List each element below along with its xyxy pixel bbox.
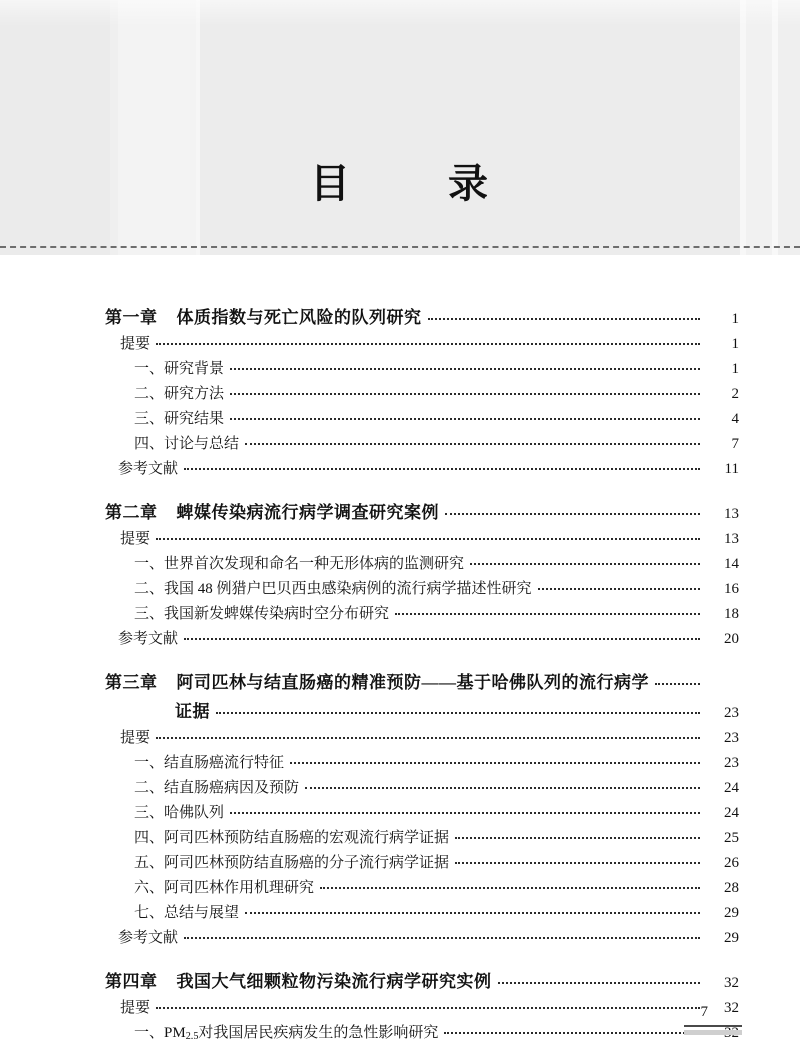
- dot-leader: [455, 837, 700, 839]
- toc-abstract-entry[interactable]: [0, 527, 800, 552]
- chapter-block: [0, 303, 800, 482]
- dot-leader: [538, 588, 700, 590]
- chapter-title: 第三章 阿司匹林与结直肠癌的精准预防——基于哈佛队列的流行病学: [105, 673, 649, 692]
- dot-leader: [498, 982, 701, 984]
- section-label: 二、我国 48 例猎户巴贝西虫感染病例的流行病学描述性研究: [134, 581, 532, 597]
- page-number: 26: [724, 855, 739, 871]
- section-label: 一、$PM_{2.5}$对我国居民疾病发生的急性影响研究: [134, 1025, 439, 1043]
- references-label: 参考文献: [118, 930, 179, 946]
- footer-rule-shadow: [684, 1030, 742, 1035]
- table-of-contents: [0, 255, 800, 1062]
- section-label: 二、研究方法: [134, 386, 225, 402]
- page-number: 28: [724, 880, 739, 896]
- toc-section-entry[interactable]: [0, 407, 800, 432]
- section-label: 三、研究结果: [134, 411, 225, 427]
- chapter-title-continued: 证据: [175, 702, 210, 721]
- footer-page-number: 7: [700, 1004, 708, 1020]
- toc-references-entry[interactable]: [0, 627, 800, 652]
- dot-leader: [230, 812, 700, 814]
- scan-band: [778, 0, 800, 255]
- toc-chapter-heading[interactable]: [0, 498, 800, 527]
- header-top-shade: [0, 0, 800, 26]
- chapter-block: [0, 668, 800, 951]
- toc-section-entry[interactable]: [0, 876, 800, 901]
- dot-leader: [305, 787, 700, 789]
- toc-abstract-entry[interactable]: [0, 332, 800, 357]
- page-number: 29: [724, 930, 739, 946]
- page-number: 1: [731, 336, 739, 352]
- abstract-label: 提要: [120, 531, 151, 547]
- dot-leader: [470, 563, 700, 565]
- section-label: 五、阿司匹林预防结直肠癌的分子流行病学证据: [134, 855, 450, 871]
- dot-leader: [395, 613, 700, 615]
- toc-section-entry[interactable]: [0, 751, 800, 776]
- toc-section-entry[interactable]: [0, 901, 800, 926]
- toc-section-entry[interactable]: [0, 382, 800, 407]
- abstract-label: 提要: [120, 1000, 151, 1016]
- chapter-title: 第一章 体质指数与死亡风险的队列研究: [105, 308, 422, 327]
- toc-chapter-heading[interactable]: [0, 967, 800, 996]
- page-number: 2: [731, 386, 739, 402]
- page-number: 16: [724, 581, 739, 597]
- section-label: 七、总结与展望: [134, 905, 240, 921]
- section-label: 三、哈佛队列: [134, 805, 225, 821]
- scan-band: [746, 0, 772, 255]
- toc-section-entry[interactable]: [0, 577, 800, 602]
- dot-leader: [184, 468, 700, 470]
- page-number: 4: [731, 411, 739, 427]
- page-number: 11: [724, 461, 739, 477]
- references-label: 参考文献: [118, 631, 179, 647]
- section-label: 四、讨论与总结: [134, 436, 240, 452]
- dot-leader: [655, 683, 700, 685]
- page-number: 14: [724, 556, 739, 572]
- page-number: 24: [724, 805, 739, 821]
- page-number: 13: [724, 506, 739, 522]
- section-label: 六、阿司匹林作用机理研究: [134, 880, 315, 896]
- toc-abstract-entry[interactable]: [0, 726, 800, 751]
- toc-section-entry[interactable]: [0, 602, 800, 627]
- dot-leader: [216, 712, 700, 714]
- toc-chapter-heading[interactable]: [0, 303, 800, 332]
- page-number: 23: [724, 705, 739, 721]
- dot-leader: [320, 887, 700, 889]
- dot-leader: [230, 418, 700, 420]
- toc-section-entry[interactable]: [0, 851, 800, 876]
- toc-section-entry[interactable]: [0, 801, 800, 826]
- scan-band: [110, 0, 118, 255]
- chapter-block: [0, 498, 800, 652]
- dot-leader: [455, 862, 700, 864]
- toc-section-entry[interactable]: [0, 776, 800, 801]
- page-number: 1: [731, 361, 739, 377]
- dot-leader: [230, 368, 700, 370]
- page-number: 20: [724, 631, 739, 647]
- dot-leader: [290, 762, 700, 764]
- scan-band: [118, 0, 196, 255]
- section-label: 一、研究背景: [134, 361, 225, 377]
- page-number: 18: [724, 606, 739, 622]
- dot-leader: [428, 318, 701, 320]
- toc-section-entry[interactable]: [0, 357, 800, 382]
- section-label: 一、结直肠癌流行特征: [134, 755, 285, 771]
- section-label: 二、结直肠癌病因及预防: [134, 780, 300, 796]
- scan-band: [200, 0, 740, 255]
- toc-chapter-heading[interactable]: [0, 668, 800, 697]
- toc-references-entry[interactable]: [0, 926, 800, 951]
- references-label: 参考文献: [118, 461, 179, 477]
- page-number: 13: [724, 531, 739, 547]
- page-title: 目 录: [310, 161, 490, 206]
- toc-section-entry[interactable]: [0, 826, 800, 851]
- page-number: 29: [724, 905, 739, 921]
- dot-leader: [445, 513, 700, 515]
- dot-leader: [156, 538, 700, 540]
- page-number: 7: [731, 436, 739, 452]
- footer-rule: [684, 1025, 742, 1027]
- section-label: 四、阿司匹林预防结直肠癌的宏观流行病学证据: [134, 830, 450, 846]
- page-footer: [0, 1004, 800, 1039]
- toc-chapter-heading-continuation[interactable]: [0, 697, 800, 726]
- dot-leader: [156, 343, 700, 345]
- dot-leader: [245, 443, 700, 445]
- page-number: 25: [724, 830, 739, 846]
- page-number: 24: [724, 780, 739, 796]
- dot-leader: [156, 737, 700, 739]
- page-number: 1: [731, 311, 739, 327]
- toc-section-entry[interactable]: [0, 432, 800, 457]
- abstract-label: 提要: [120, 730, 151, 746]
- chapter-title: 第二章 蜱媒传染病流行病学调查研究案例: [105, 503, 439, 522]
- section-label: 一、世界首次发现和命名一种无形体病的监测研究: [134, 556, 465, 572]
- dot-leader: [184, 937, 700, 939]
- page-number: 23: [724, 730, 739, 746]
- dot-leader: [245, 912, 700, 914]
- dot-leader: [230, 393, 700, 395]
- dot-leader: [184, 638, 700, 640]
- abstract-label: 提要: [120, 336, 151, 352]
- section-label: 三、我国新发蜱媒传染病时空分布研究: [134, 606, 390, 622]
- header-band: [0, 0, 800, 255]
- page-number: 32: [724, 1000, 739, 1016]
- page-number: 32: [724, 975, 739, 991]
- page-number: 23: [724, 755, 739, 771]
- dashed-divider: [0, 246, 800, 248]
- toc-references-entry[interactable]: [0, 457, 800, 482]
- chapter-title: 第四章 我国大气细颗粒物污染流行病学研究实例: [105, 972, 492, 991]
- scan-band: [0, 0, 110, 255]
- toc-section-entry[interactable]: [0, 552, 800, 577]
